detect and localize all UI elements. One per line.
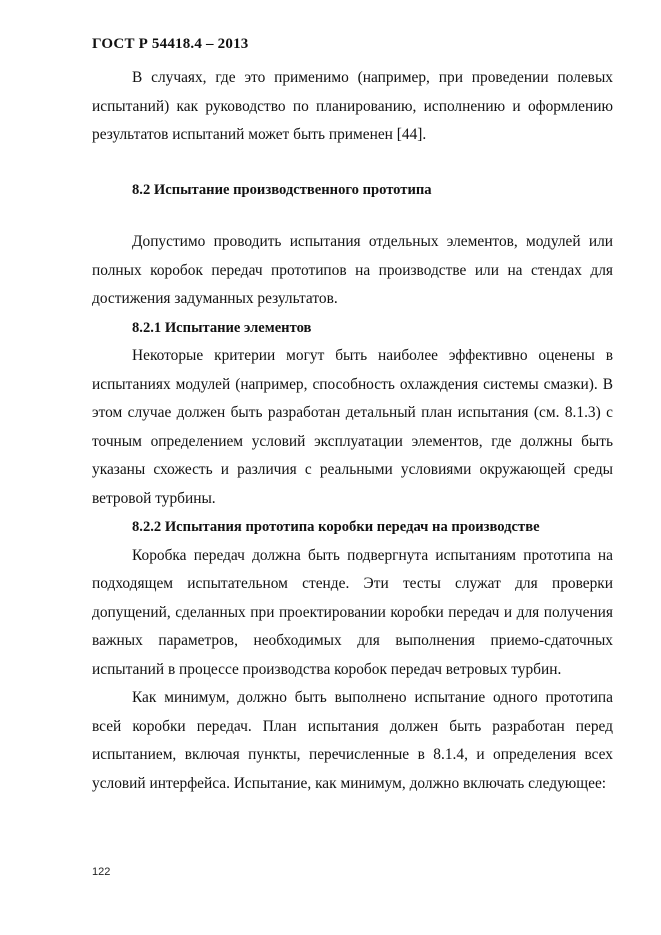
section-8-2-2-paragraph-2: Как минимум, должно быть выполнено испытание одного прототипа всей коробки передач. План испытания должен быть разработан перед испытанием, включая пункты, перечисленные в 8.1.4, и определения всех условий интерфейса. Испытание, как минимум, должно включать следующее: (92, 689, 613, 792)
section-8-2-paragraph: Допустимо проводить испытания отдельных элементов, модулей или полных коробок передач прототипов на производстве или на стендах для достижения задуманных результатов. (92, 233, 613, 307)
section-8-2-heading: 8.2 Испытание производственного прототипа (132, 182, 432, 198)
section-8-2-heading-block (92, 176, 613, 205)
section-8-2-block (92, 228, 613, 798)
document-header: ГОСТ Р 54418.4 – 2013 (92, 36, 249, 52)
section-8-2-1-paragraph: Некоторые критерии могут быть наиболее эффективно оценены в испытаниях модулей (например, способность охлаждения системы смазки). В этом случае должен быть разработан детальный план испытания (см. 8.1.3) с точным определением условий эксплуатации элементов, где должны быть указаны схожесть и различия с реальными условиями окружающей среды ветровой турбины. (92, 347, 613, 507)
section-8-2-2-paragraph-1: Коробка передач должна быть подвергнута испытаниям прототипа на подходящем испытательном стенде. Эти тесты служат для проверки допущений, сделанных при проектировании коробки передач и для получения важных параметров, необходимых для выполнения приемо-сдаточных испытаний в процессе производства коробок передач ветровых турбин. (92, 546, 613, 678)
section-8-2-1-heading: 8.2.1 Испытание элементов (132, 319, 312, 336)
intro-paragraph: В случаях, где это применимо (например, при проведении полевых испытаний) как руководство по планированию, исполнению и оформлению результатов испытаний может быть применен [44]. (92, 69, 613, 143)
intro-block (92, 64, 613, 150)
section-8-2-2-heading: 8.2.2 Испытания прототипа коробки передач на производстве (132, 519, 540, 535)
page-number: 122 (92, 866, 111, 878)
